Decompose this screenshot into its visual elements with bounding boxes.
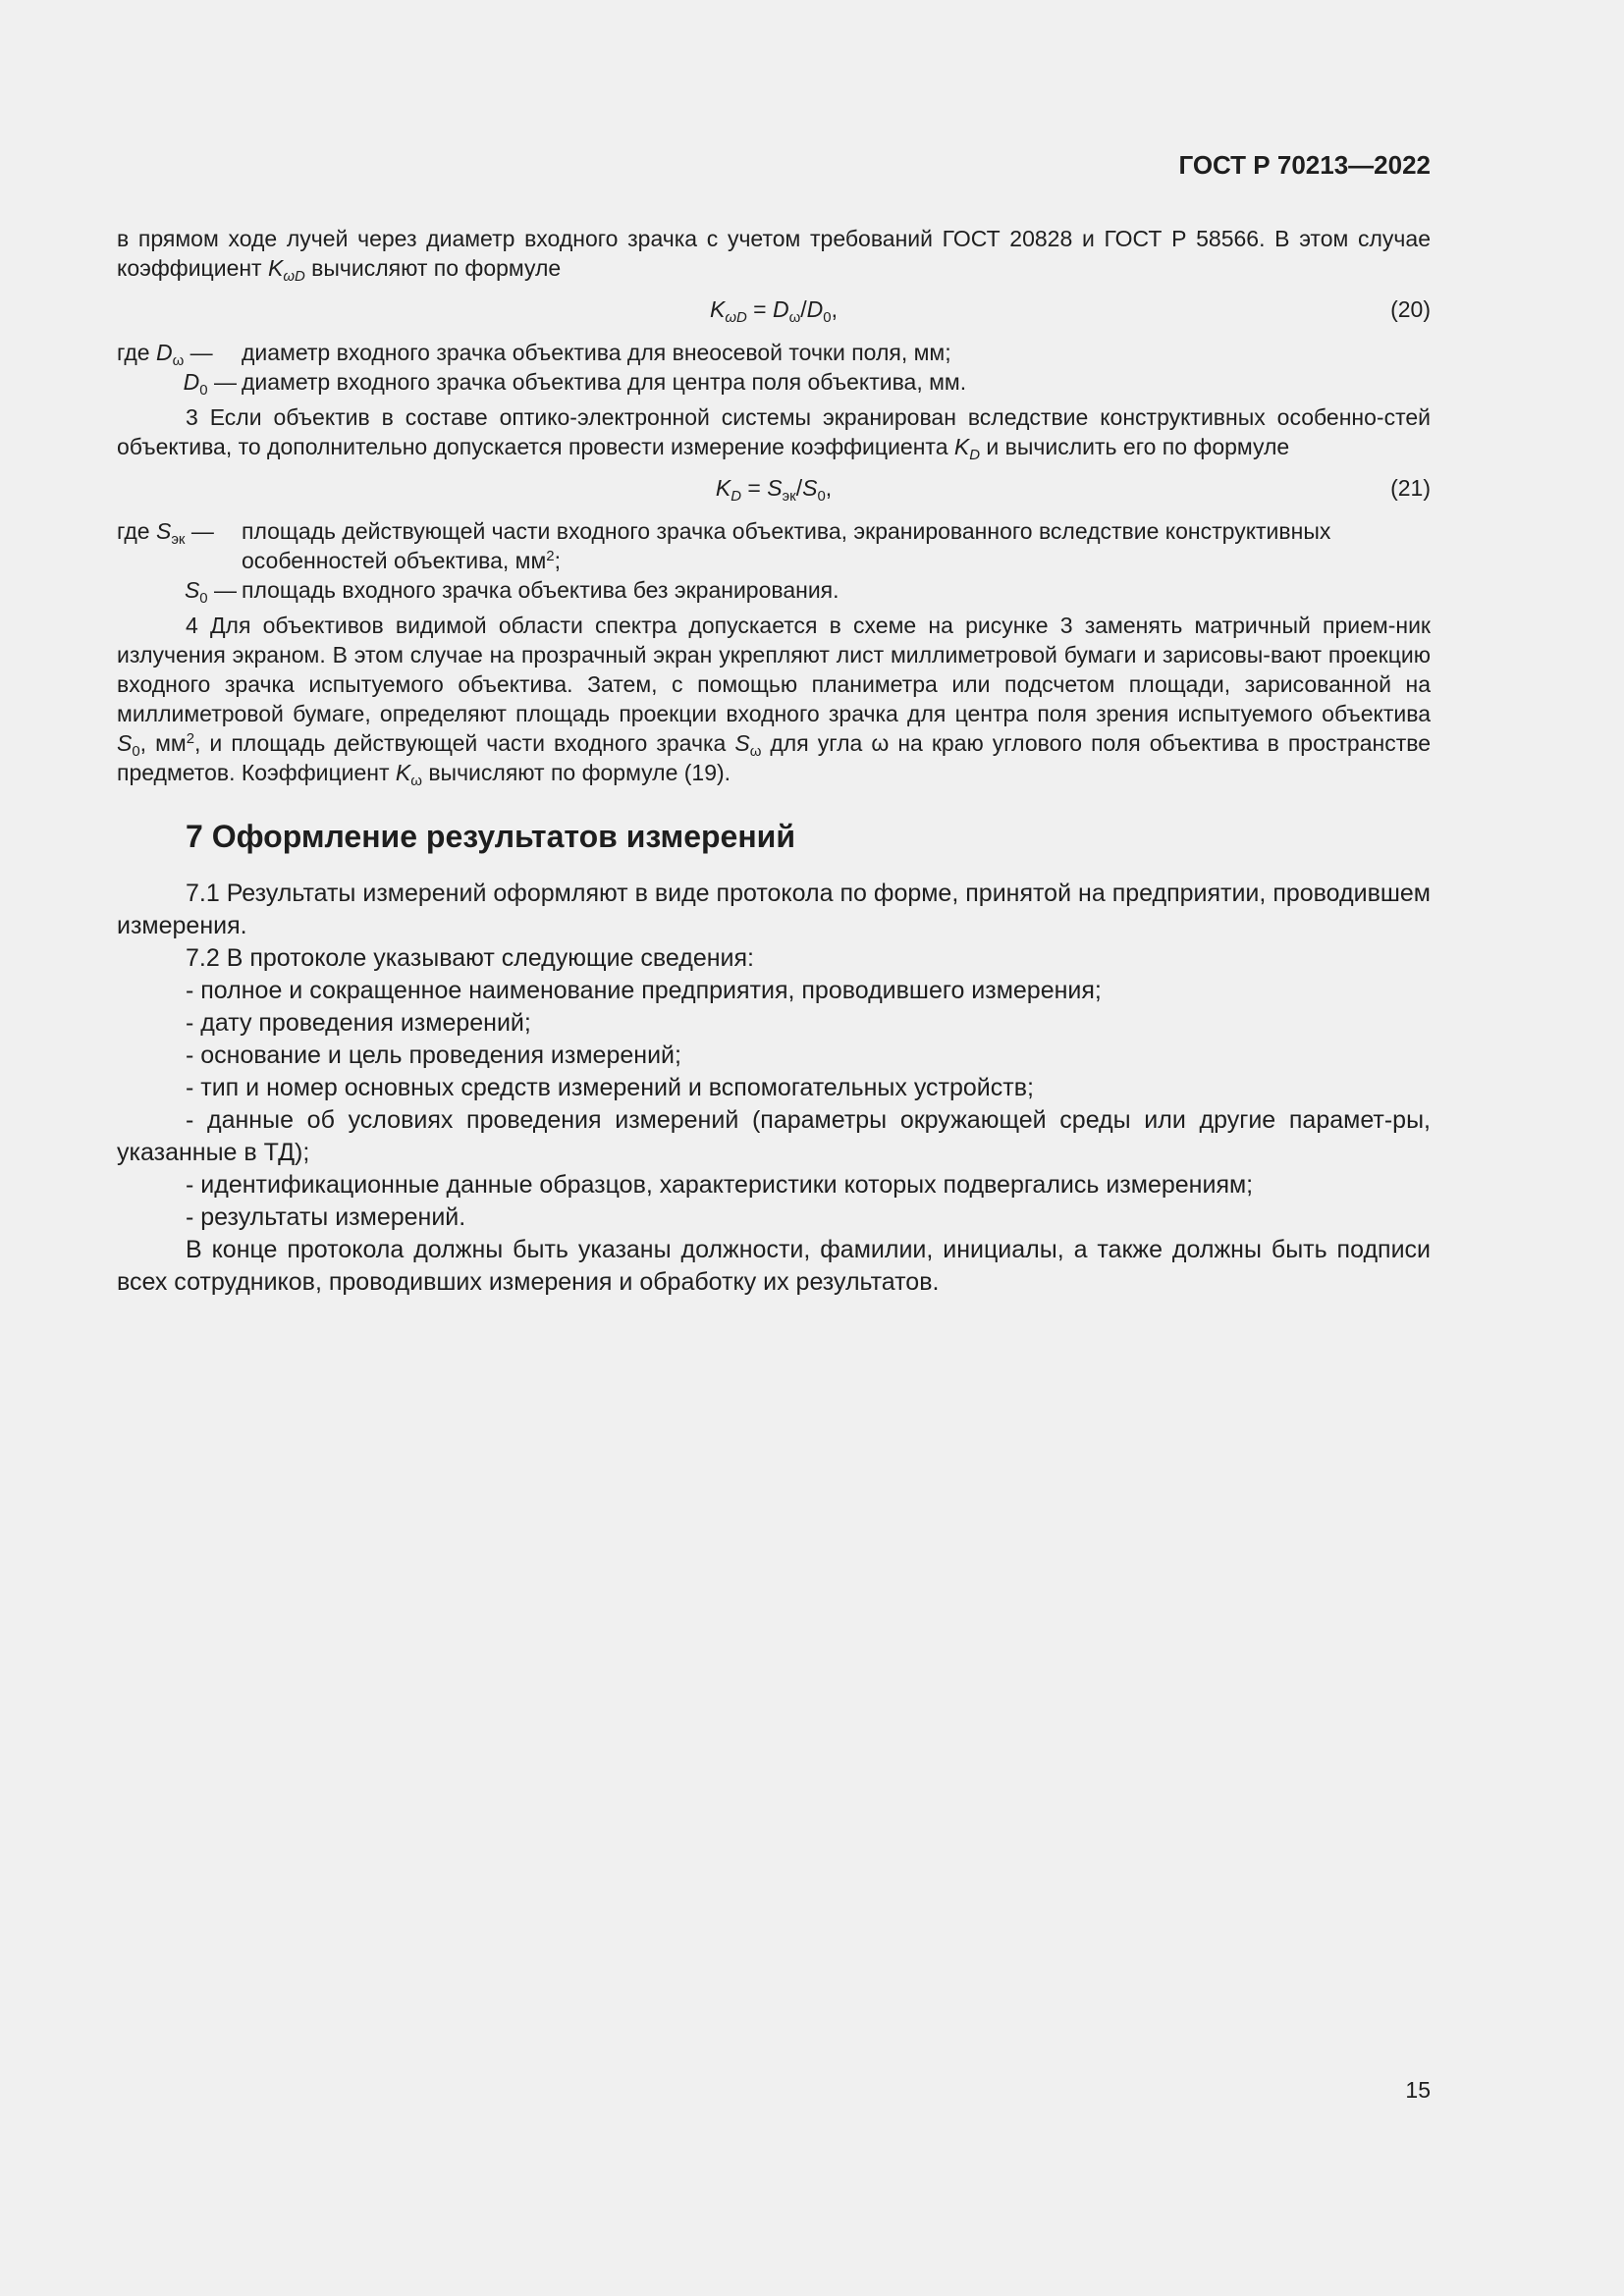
where-list-20 [117, 338, 1431, 400]
intro-line2-after: вычисляют по формуле [304, 255, 562, 281]
section-7-heading: 7 Оформление результатов измерений [186, 819, 795, 854]
page-content [117, 224, 1431, 1299]
intro-k-sub: ωD [283, 268, 305, 286]
intro-line2-before: случае коэффициент [117, 226, 1431, 281]
formula-20 [117, 294, 1431, 327]
where-list-21 [117, 516, 1431, 608]
where-item: где $D_\omega$ — диаметр входного зрачка объектива для внеосевой точки поля, мм; [117, 340, 951, 370]
formula-21 [117, 473, 1431, 506]
list-item: - идентификационные данные образцов, характеристики которых подвергались измерениям; [186, 1171, 1254, 1199]
list-item: - дату проведения измерений; [186, 1009, 531, 1037]
where-item: $D_0$ — диаметр входного зрачка объектива для центра поля объектива, мм. [183, 369, 967, 400]
list-item: - тип и номер основных средств измерений и вспомогательных устройств; [186, 1074, 1034, 1101]
closing-paragraph: В конце протокола должны быть указаны должности, фамилии, инициалы, а также должны быть подписи всех сотрудников, проводивших измерения и обработку их результатов. [117, 1236, 1431, 1296]
intro-line1: в прямом ходе лучей через диаметр входного зрачка с учетом требований ГОСТ 20828 и ГОСТ Р 58566. В этом [117, 226, 1349, 251]
page-number: 15 [1405, 2077, 1431, 2103]
page-header-doc-id: ГОСТ Р 70213—2022 [1178, 150, 1431, 180]
formula-20-expression: $K_{\omega D} = D_\omega/D_0$, [710, 296, 838, 327]
intro-k-symbol: K [267, 255, 284, 281]
section-7-body [117, 878, 1431, 1299]
paragraph-4: 4 Для объективов видимой области спектра допускается в схеме на рисунке 3 заменять матричный прием-ник излучения экраном. В этом случае на прозрачный экран укрепляют лист миллиметровой бумаги и зарисовы-вают проекцию входного зрачка испытуемого объектива. Затем, с помощью планиметра или подсчетом площади, зарисованной на миллиметровой бумаге, определяют площадь проекции входного зрачка для центра поля зрения испытуемого объектива $S_0$, $мм^2$, и площадь действующей части входного зрачка $S_\omega$ для угла ω на краю углового поля объектива в пространстве предметов. Коэффициент $K_\omega$ вычисляют по формуле (19). [117, 613, 1431, 790]
formula-21-number: (21) [1390, 475, 1431, 501]
formula-21-expression: $K_D = S_{эк}/S_0$, [715, 475, 833, 506]
paragraph-7-1: 7.1 Результаты измерений оформляют в виде протокола по форме, принятой на предприятии, проводившем измерения. [117, 880, 1431, 939]
list-item: - данные об условиях проведения измерений (параметры окружающей среды или другие парамет-ры, указанные в ТД); [117, 1106, 1431, 1166]
where-item: где $S_{эк}$ — площадь действующей части входного зрачка объектива, экранированного вследствие конструктивных особенностей объектива, $мм^2$; [117, 518, 1331, 573]
list-item: - основание и цель проведения измерений; [186, 1041, 681, 1069]
formula-20-number: (20) [1390, 296, 1431, 322]
paragraph-3: 3 Если объектив в составе оптико-электронной системы экранирован вследствие конструктивных особенно-стей объектива, то дополнительно допускается провести измерение коэффициента $K_D$ и вычислить его по формуле [117, 404, 1431, 464]
list-item: - результаты измерений. [186, 1203, 466, 1231]
list-item: - полное и сокращенное наименование предприятия, проводившего измерения; [186, 977, 1102, 1004]
where-item: $S_0$ — площадь входного зрачка объектива без экранирования. [184, 577, 839, 608]
intro-paragraph [117, 224, 1431, 286]
paragraph-7-2: 7.2 В протоколе указывают следующие сведения: [186, 944, 755, 972]
